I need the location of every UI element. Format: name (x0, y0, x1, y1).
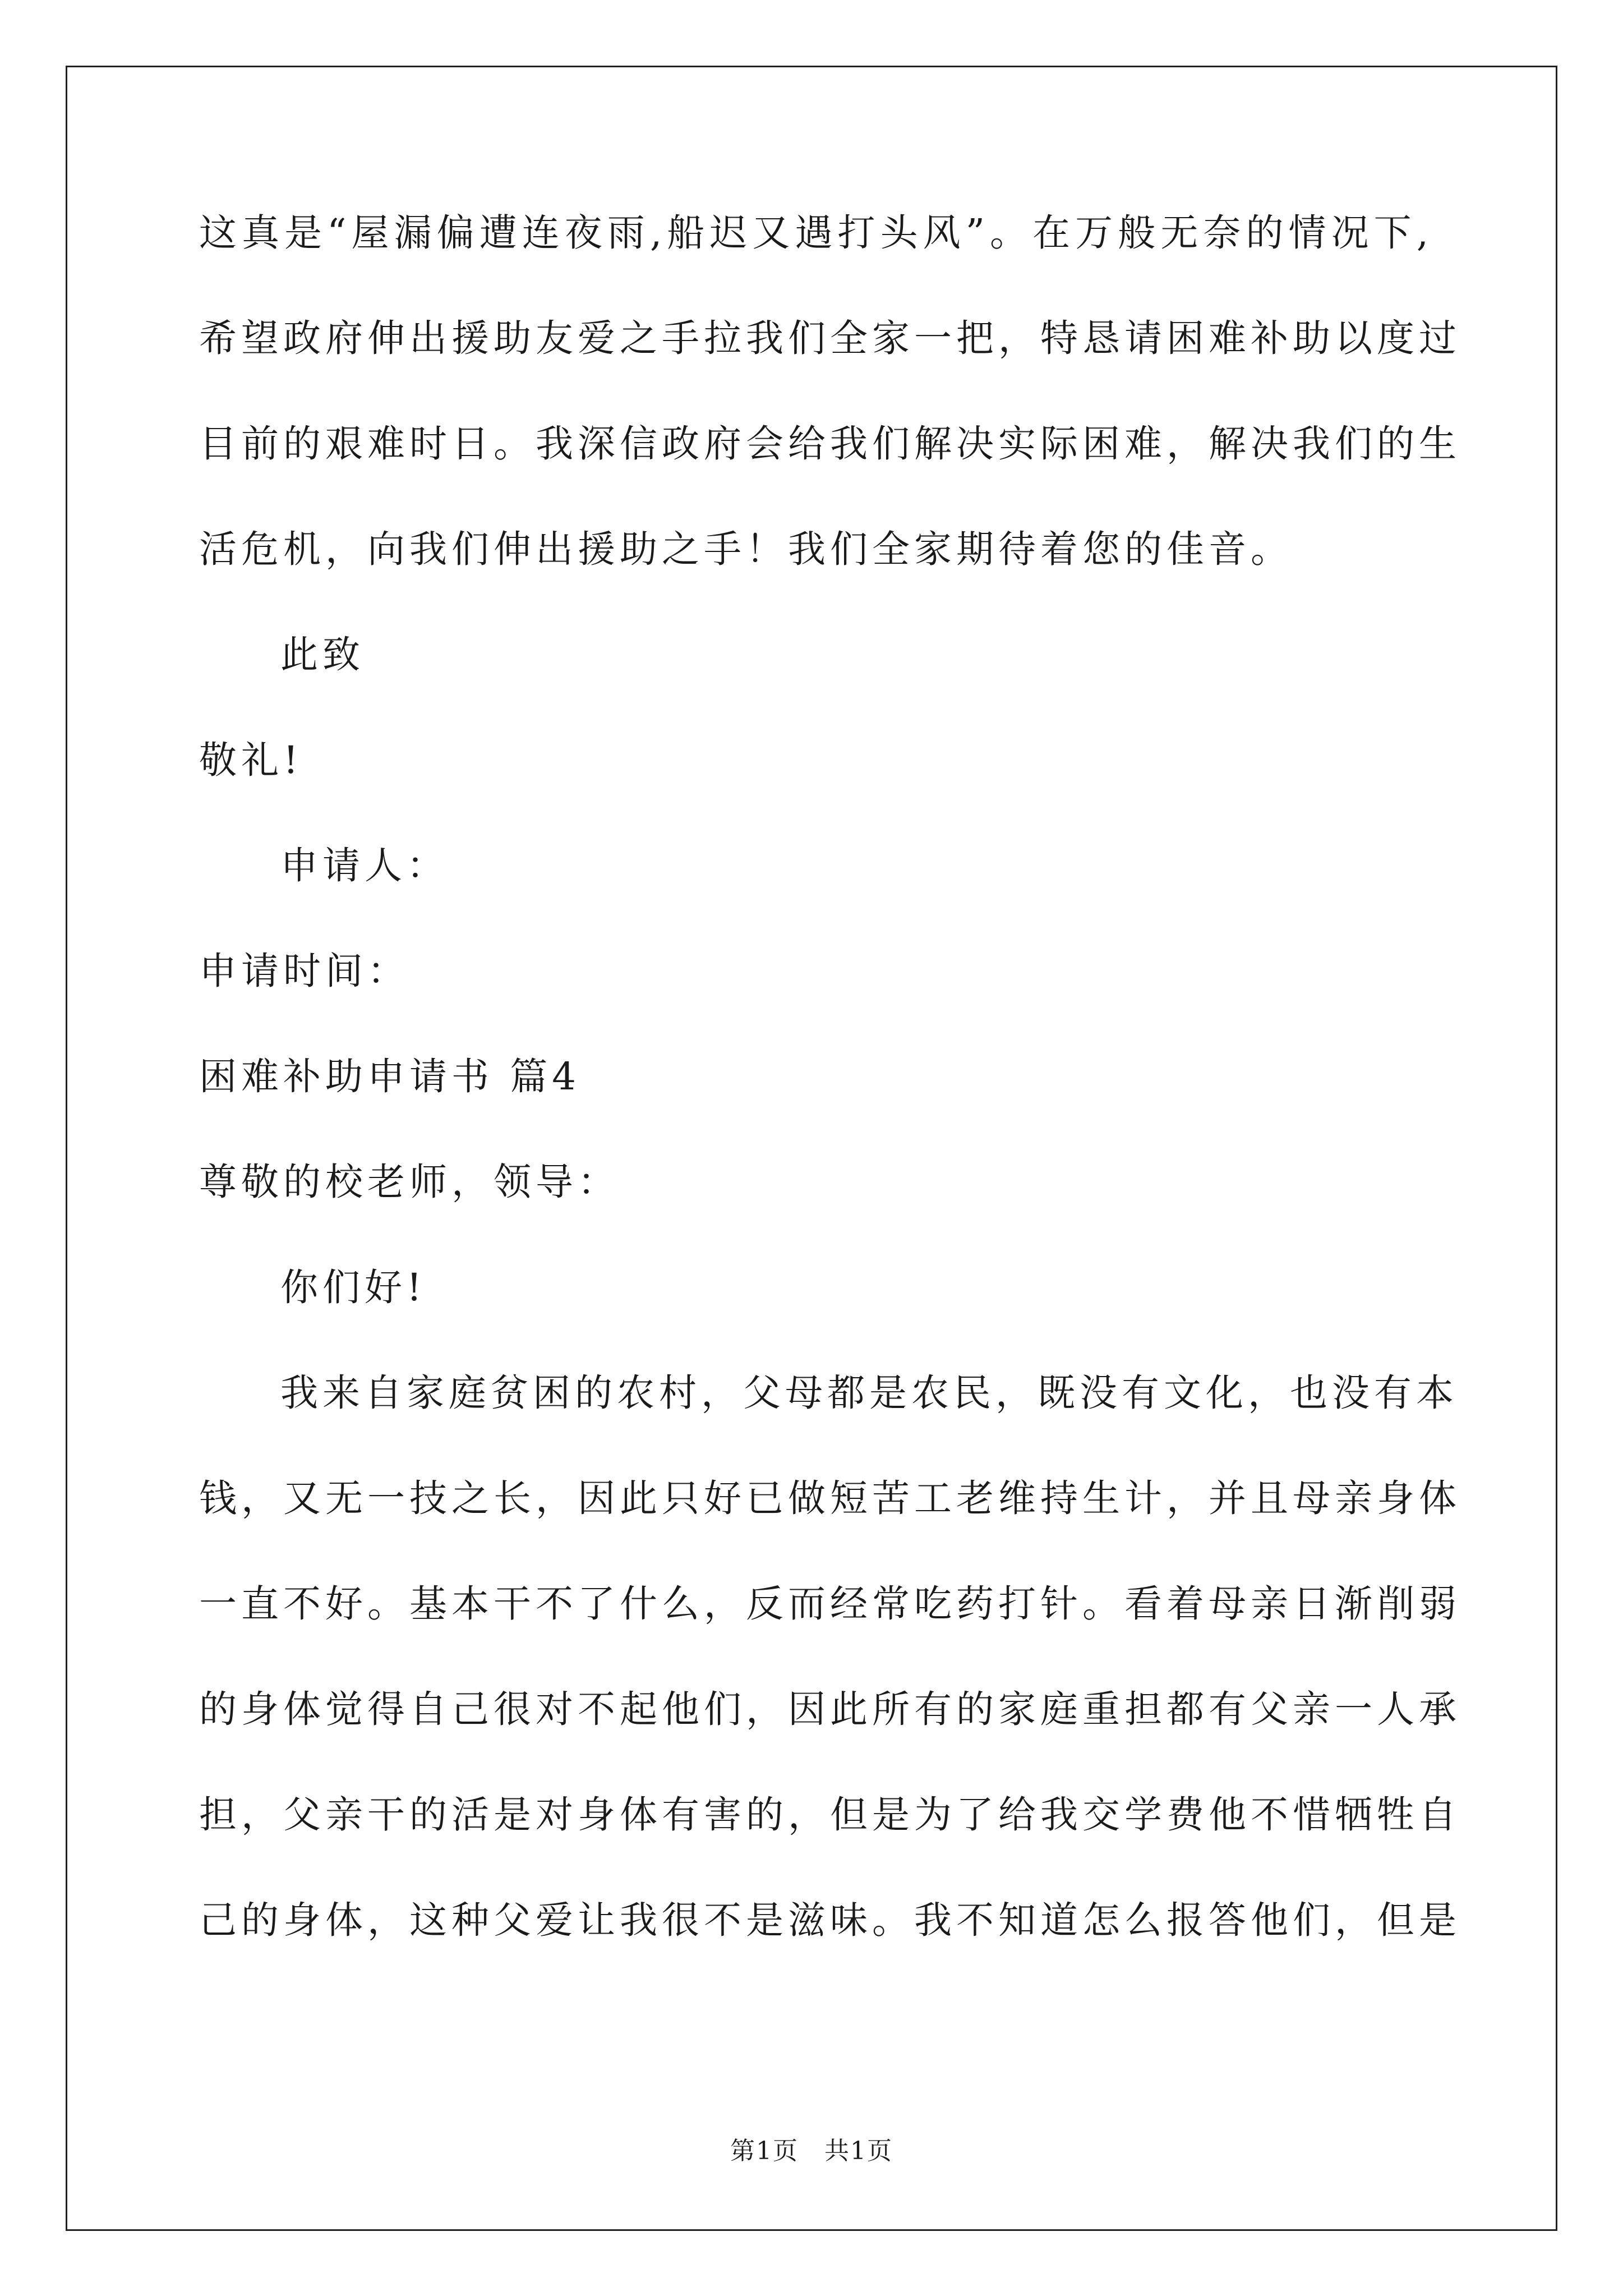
text-line: 希望政府伸出援助友爱之手拉我们全家一把，特恳请困难补助以度过 (199, 316, 1461, 360)
applicant-label: 申请人： (280, 844, 449, 887)
page-footer (0, 2134, 1623, 2168)
text-line: 己的身体，这种父爱让我很不是滋味。我不知道怎么报答他们，但是 (199, 1898, 1461, 1942)
text-line: 活危机，向我们伸出援助之手！我们全家期待着您的佳音。 (199, 527, 1293, 571)
text-line: 我来自家庭贫困的农村，父母都是农民，既没有文化，也没有本 (280, 1371, 1458, 1415)
section-title: 困难补助申请书 篇4 (199, 1055, 580, 1098)
application-date-label: 申请时间： (199, 949, 409, 993)
closing-salutation: 此致 (280, 633, 365, 677)
page-number-current: 第1页 (730, 2137, 799, 2165)
letter-hello: 你们好! (280, 1266, 426, 1309)
text-line: 目前的艰难时日。我深信政府会给我们解决实际困难，解决我们的生 (199, 422, 1461, 466)
letter-greeting: 尊敬的校老师，领导： (199, 1160, 620, 1204)
closing-regards: 敬礼! (199, 738, 303, 782)
text-line: 这真是“屋漏偏遭连夜雨,船迟又遇打头风”。在万般无奈的情况下, (199, 211, 1433, 255)
text-line: 担，父亲干的活是对身体有害的，但是为了给我交学费他不惜牺牲自 (199, 1793, 1461, 1837)
text-line: 一直不好。基本干不了什么，反而经常吃药打针。看着母亲日渐削弱 (199, 1582, 1461, 1626)
text-line: 的身体觉得自己很对不起他们，因此所有的家庭重担都有父亲一人承 (199, 1687, 1461, 1731)
page-number-total: 共1页 (824, 2137, 893, 2165)
text-line: 钱，又无一技之长，因此只好已做短苦工老维持生计，并且母亲身体 (199, 1476, 1461, 1520)
